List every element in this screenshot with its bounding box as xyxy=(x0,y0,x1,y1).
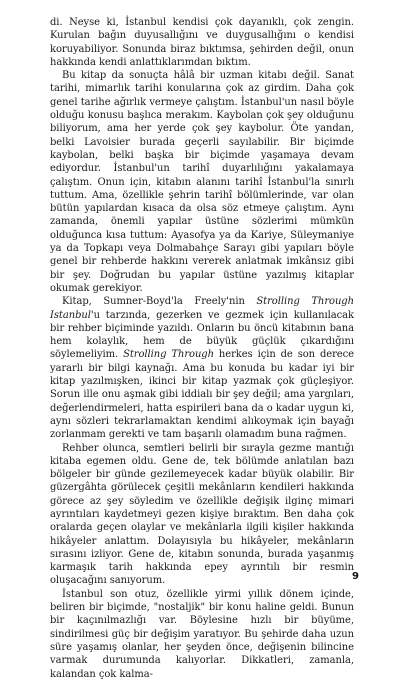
paragraph-text: herkes için de son derece yararlı bir bilgi kaynağı. Ama bu konuda bu kadar iyi bir kitap yazılmışken, ikinci bir kitap yazmak çok güçleşiyor. Sorun ille onu aşmak gibi iddialı bir şey değil; ama yargıları, değerlendirmeleri, hatta espirileri bana da o kadar uygun ki, aynı sözleri tekrarlamaktan kendimi alıkoymak için bayağı zorlanmam gerekti ve tam başarılı olamadım buna rağmen. xyxy=(50,349,354,441)
paragraph-text: İstanbul son otuz, özellikle yirmi yıllık dönem içinde, beliren bir biçimde, "nostaljik" bir konu haline geldi. Bunun bir kaçınılmazlığı var. Böylesine hızlı bir büyüme, sindirilmesi güç bir değişim yaratıyor. Bu şehirde daha uzun süre yaşamış olanlar, her şeyden önce, değişenin bilincine varmak durumunda kalıyorlar. Dikkatleri, zamanla, kalandan çok kalma- xyxy=(50,588,354,680)
italic-book-title: Strolling Through xyxy=(123,349,214,361)
body-text xyxy=(50,16,354,681)
paragraph xyxy=(50,295,354,441)
paragraph xyxy=(50,16,354,69)
italic-book-title: Strolling Through Istanbul xyxy=(50,296,354,321)
paragraph-text: Rehber olunca, semtleri belirli bir sırayla gezme mantığı kitaba egemen oldu. Gene de, tek bölümde anlatılan bazı bölgeler bir günde gezilemeyecek kadar büyük olabilir. Bir güzergâhta görülecek çeşitli mekânların kendileri hakkında görece az şey söyledim ve özellikle değişik ilginç mimari ayrıntıları kaydetmeyi gezen kişiye bıraktım. Ben daha çok oralarda geçen olaylar ve mekânlarla ilgili kişiler hakkında hikâyeler anlattım. Dolayısıyla bu hikâyeler, mekânların sırasını izliyor. Gene de, kitabın sonunda, burada yaşanmış karmaşık tarih hakkında epey ayrıntılı bir resmin oluşacağını sanıyorum. xyxy=(50,442,354,587)
paragraph-text: 'u tarzında, gezerken ve gezmek için kullanılacak bir rehber biçiminde yazıldı. Onların bu öncü kitabının bana hem kolaylık, hem de büyük güçlük çıkardığını söylemeliyim. xyxy=(50,309,354,361)
paragraph xyxy=(50,442,354,588)
paragraph xyxy=(50,588,354,681)
paragraph-text: Bu kitap da sonuçta hâlâ bir uzman kitabı değil. Sanat tarihi, mimarlık tarihi konularına çok az girdim. Daha çok genel tarihe ağırlık vermeye çalıştım. İstanbul'un nasıl böyle olduğu konusu başlıca merakım. Kaybolan çok şey olduğunu biliyorum, ama her yerde çok şey kaybolur. Öte yandan, belki Lavoisier burada geçerli sayılabilir. Bir biçimde kaybolan, belki başka bir biçimde yaşamaya devam ediyordur. İstanbul'un tarihî duyarlılığını yakalamaya çalıştım. Onun için, kitabın alanını tarihî İstanbul'la sınırlı tuttum. Ama, özellikle şehrin tarihî bölümlerinde, var olan bütün yapılardan kısaca da olsa söz etmeye çalıştım. Aynı zamanda, önemli yapılar üstüne sözlerimi mümkün olduğunca kısa tuttum: Ayasofya ya da Kariye, Süleymaniye ya da Topkapı veya Dolmabahçe Sarayı gibi yapıları böyle genel bir rehberde hakkını vererek anlatmak imkânsız gibi bir şey. Doğrudan bu yapılar üstüne yazılmış kitaplar okumak gerekiyor. xyxy=(50,70,354,294)
paragraph-text: Kitap, Sumner-Boyd'la Freely'nin xyxy=(62,296,257,308)
page-number: 9 xyxy=(352,571,359,582)
paragraph-text: di. Neyse ki, İstanbul kendisi çok dayanıklı, çok zengin. Kurulan bağın duyusallığını ve duygusallığını o kendisi koruyabiliyor. Sonunda biraz bıktımsa, şehirden değil, onun hakkında kendi anlattıklarımdan bıktım. xyxy=(50,17,354,68)
paragraph xyxy=(50,69,354,295)
